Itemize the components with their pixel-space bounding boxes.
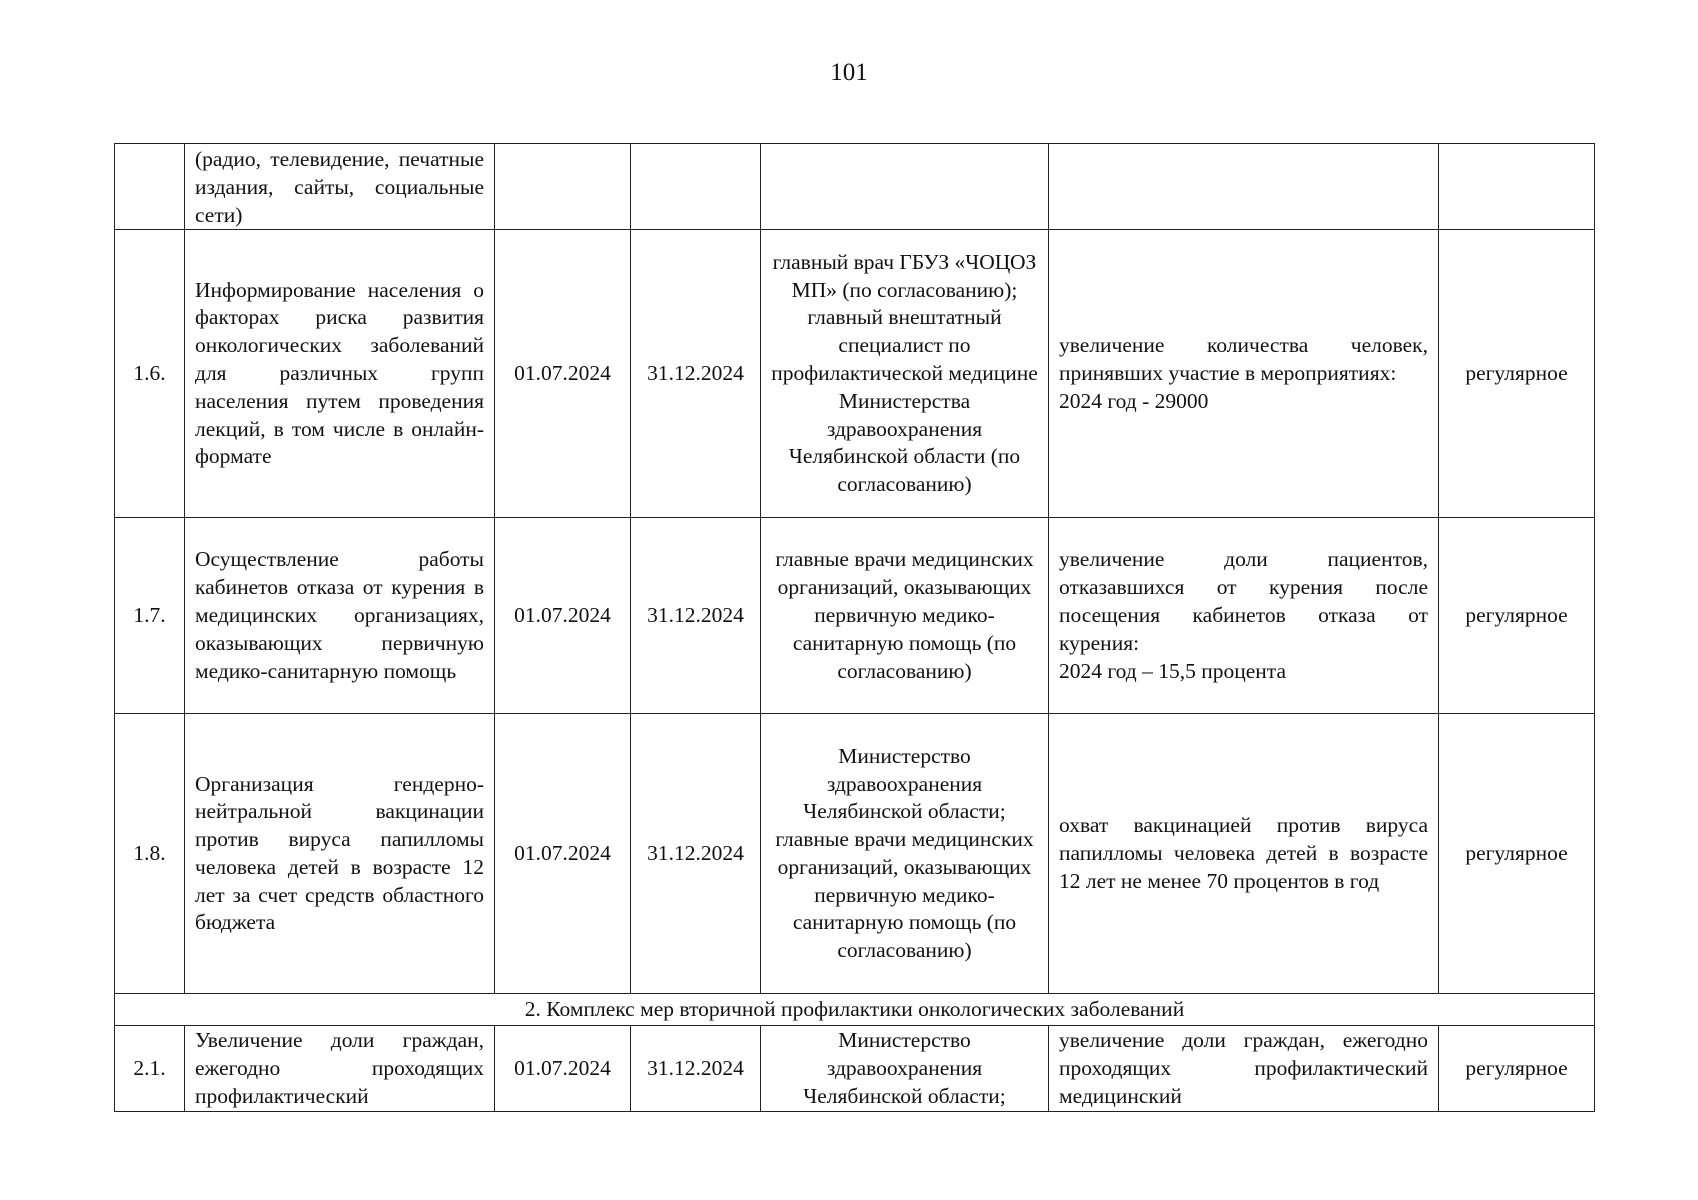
row-number: 2.1. bbox=[115, 1026, 185, 1112]
plan-table bbox=[114, 143, 1595, 1112]
row-number bbox=[115, 144, 185, 230]
responsible: главный врач ГБУЗ «ЧОЦОЗ МП» (по согласованию); главный внештатный специалист по профилактической медицине Министерства здравоохранения Челябинской области (по согласованию) bbox=[761, 230, 1049, 518]
start-date: 01.07.2024 bbox=[495, 230, 631, 518]
start-date: 01.07.2024 bbox=[495, 714, 631, 994]
activity-type bbox=[1439, 144, 1595, 230]
section-header-row bbox=[115, 994, 1595, 1026]
row-number: 1.6. bbox=[115, 230, 185, 518]
indicator-text: увеличение количества человек, принявших участие в мероприятиях: bbox=[1059, 333, 1428, 385]
indicator-value: 2024 год – 15,5 процента bbox=[1059, 658, 1286, 683]
responsible bbox=[761, 144, 1049, 230]
activity-name: Организация гендерно-нейтральной вакцинации против вируса папилломы человека детей в возрасте 12 лет за счет средств областного бюджета bbox=[185, 714, 495, 994]
end-date: 31.12.2024 bbox=[631, 714, 761, 994]
end-date bbox=[631, 144, 761, 230]
activity-name: (радио, телевидение, печатные издания, сайты, социальные сети) bbox=[185, 144, 495, 230]
indicator-value: 2024 год - 29000 bbox=[1059, 388, 1209, 413]
table-row bbox=[115, 144, 1595, 230]
activity-type: регулярное bbox=[1439, 1026, 1595, 1112]
activity-type: регулярное bbox=[1439, 714, 1595, 994]
end-date: 31.12.2024 bbox=[631, 1026, 761, 1112]
responsible: Министерство здравоохранения Челябинской области; главные врачи медицинских организаций, оказывающих первичную медико-санитарную помощь (по согласованию) bbox=[761, 714, 1049, 994]
indicator bbox=[1049, 230, 1439, 518]
activity-name: Осуществление работы кабинетов отказа от курения в медицинских организациях, оказывающих первичную медико-санитарную помощь bbox=[185, 518, 495, 714]
indicator-text: увеличение доли пациентов, отказавшихся от курения после посещения кабинетов отказа от курения: bbox=[1059, 547, 1428, 655]
end-date: 31.12.2024 bbox=[631, 518, 761, 714]
table-row bbox=[115, 1026, 1595, 1112]
indicator bbox=[1049, 144, 1439, 230]
start-date: 01.07.2024 bbox=[495, 518, 631, 714]
row-number: 1.8. bbox=[115, 714, 185, 994]
row-number: 1.7. bbox=[115, 518, 185, 714]
activity-name: Информирование населения о факторах риска развития онкологических заболеваний для различных групп населения путем проведения лекций, в том числе в онлайн-формате bbox=[185, 230, 495, 518]
indicator: увеличение доли граждан, ежегодно проходящих профилактический медицинский bbox=[1049, 1026, 1439, 1112]
responsible: главные врачи медицинских организаций, оказывающих первичную медико-санитарную помощь (по согласованию) bbox=[761, 518, 1049, 714]
activity-name: Увеличение доли граждан, ежегодно проходящих профилактический bbox=[185, 1026, 495, 1112]
indicator: охват вакцинацией против вируса папилломы человека детей в возрасте 12 лет не менее 70 процентов в год bbox=[1049, 714, 1439, 994]
page-number: 101 bbox=[830, 59, 868, 86]
indicator bbox=[1049, 518, 1439, 714]
responsible: Министерство здравоохранения Челябинской области; bbox=[761, 1026, 1049, 1112]
table-row bbox=[115, 230, 1595, 518]
activity-type: регулярное bbox=[1439, 230, 1595, 518]
table-row bbox=[115, 714, 1595, 994]
start-date: 01.07.2024 bbox=[495, 1026, 631, 1112]
activity-type: регулярное bbox=[1439, 518, 1595, 714]
section-title: 2. Комплекс мер вторичной профилактики онкологических заболеваний bbox=[115, 994, 1595, 1026]
end-date: 31.12.2024 bbox=[631, 230, 761, 518]
table-row bbox=[115, 518, 1595, 714]
start-date bbox=[495, 144, 631, 230]
